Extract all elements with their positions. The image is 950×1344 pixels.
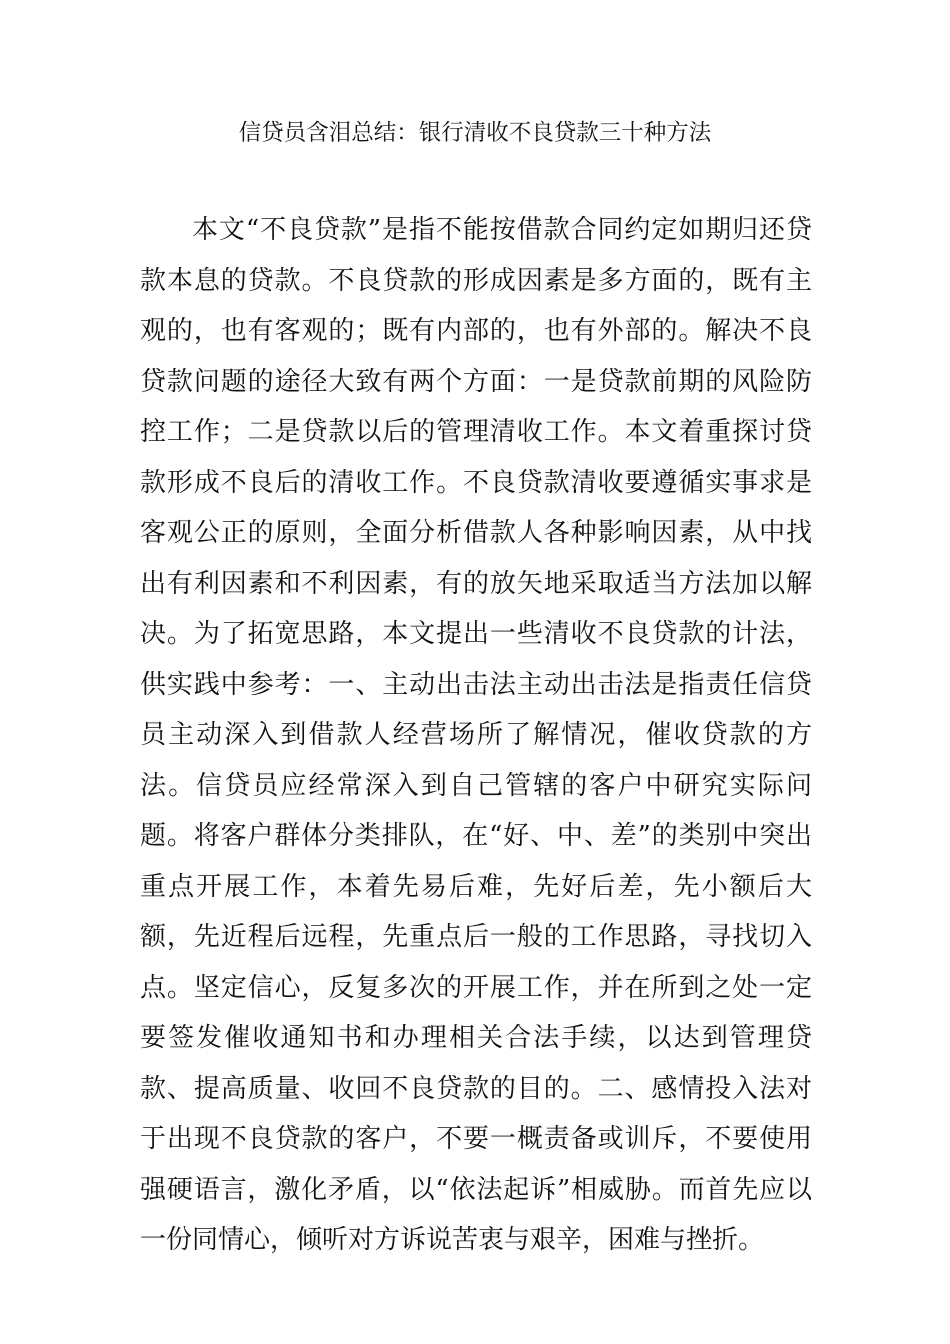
document-title: 信贷员含泪总结：银行清收不良贷款三十种方法 — [238, 120, 712, 146]
document-paragraph: 本文“不良贷款”是指不能按借款合同约定如期归还贷款本息的贷款。不良贷款的形成因素是多方面的，既有主观的，也有客观的；既有内部的，也有外部的。解决不良贷款问题的途径大致有两个方面：一是贷款前期的风险防控工作；二是贷款以后的管理清收工作。本文着重探讨贷款形成不良后的清收工作。不良贷款清收要遵循实事求是客观公正的原则，全面分析借款人各种影响因素，从中找出有利因素和不利因素，有的放矢地采取适当方法加以解决。为了拓宽思路，本文提出一些清收不良贷款的计法，供实践中参考：一、主动出击法主动出击法是指责任信贷员主动深入到借款人经营场所了解情况，催收贷款的方法。信贷员应经常深入到自己管辖的客户中研究实际问题。将客户群体分类排队，在“好、中、差”的类别中突出重点开展工作，本着先易后难，先好后差，先小额后大额，先近程后远程，先重点后一般的工作思路，寻找切入点。坚定信心，反复多次的开展工作，并在所到之处一定要签发催收通知书和办理相关合法手续，以达到管理贷款、提高质量、收回不良贷款的目的。二、感情投入法对于出现不良贷款的客户，不要一概责备或训斥，不要使用强硬语言，激化矛盾，以“依法起诉”相威胁。而首先应以一份同情心，倾听对方诉说苦衷与艰辛，困难与挫折。 — [140, 215, 812, 1255]
